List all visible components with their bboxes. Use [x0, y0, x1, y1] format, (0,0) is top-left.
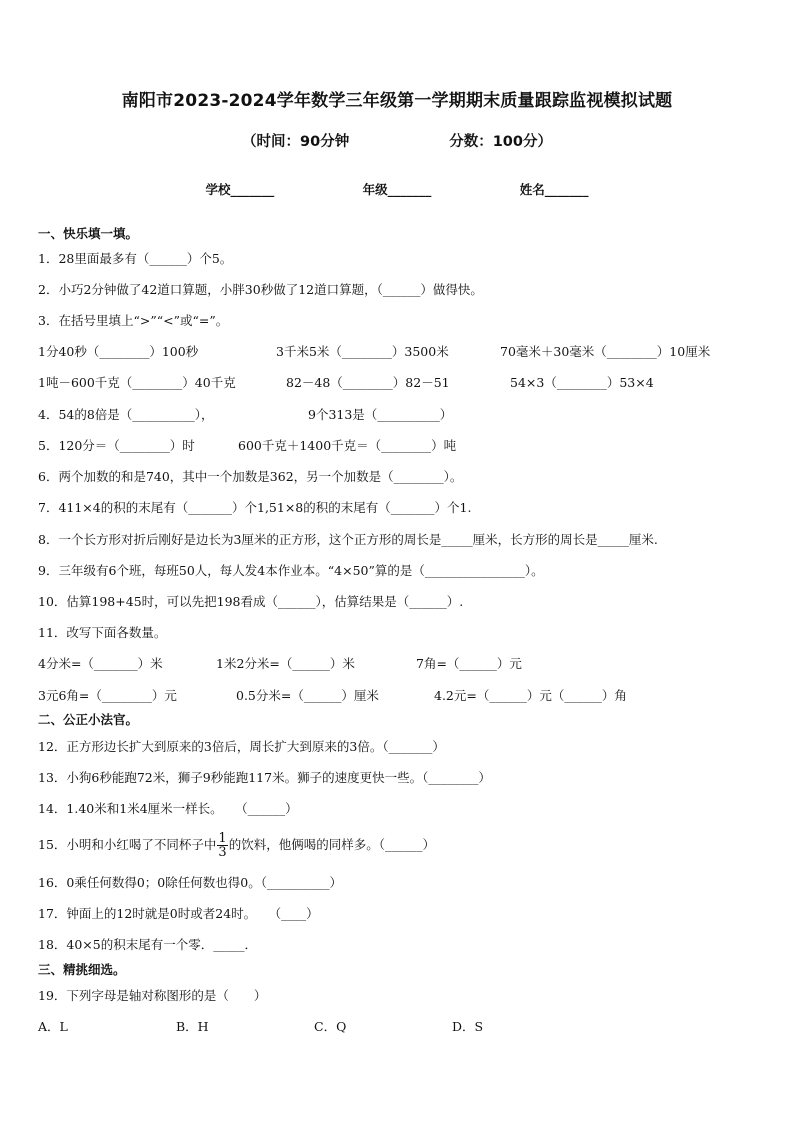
- question-19: 19．下列字母是轴对称图形的是（ ）: [38, 988, 267, 1003]
- option-d[interactable]: D．S: [452, 1019, 484, 1034]
- question-2: 2．小巧2分钟做了42道口算题，小胖30秒做了12道口算题，（______）做得快。: [38, 282, 483, 297]
- question-9: 9．三年级有6个班，每班50人，每人发4本作业本。“4×50”算的是（________________）。: [38, 563, 544, 578]
- name-field[interactable]: 姓名_______: [519, 182, 589, 197]
- q3-item-f: 54×3（________）53×4: [510, 375, 654, 390]
- fraction-denominator: 3: [218, 845, 227, 860]
- q11-item-f: 4.2元=（______）元（______）角: [434, 688, 627, 703]
- q5-part-a: 5．120分＝（________）时: [38, 438, 195, 453]
- question-13: 13．小狗6秒能跑72米，狮子9秒能跑117米。狮子的速度更快一些。（________）: [38, 770, 491, 785]
- q15-text-b: 的饮料，他俩喝的同样多。（______）: [228, 837, 435, 852]
- question-10: 10．估算198+45时，可以先把198看成（______），估算结果是（______）.: [38, 594, 464, 609]
- exam-subtitle: [0, 130, 794, 151]
- q3-item-c: 70毫米＋30毫米（________）10厘米: [500, 344, 711, 359]
- q11-item-e: 0.5分米=（______）厘米: [236, 688, 379, 703]
- total-score: 分数：100分）: [449, 134, 552, 150]
- option-a[interactable]: A．L: [38, 1019, 68, 1034]
- grade-field[interactable]: 年级_______: [362, 182, 432, 197]
- student-info: [0, 180, 794, 198]
- option-b[interactable]: B．H: [176, 1019, 209, 1034]
- section-title-3: 三、精挑细选。: [38, 962, 126, 977]
- q4-part-b: 9个313是（__________）: [308, 407, 453, 422]
- question-12: 12．正方形边长扩大到原来的3倍后，周长扩大到原来的3倍。（_______）: [38, 739, 445, 754]
- q11-item-b: 1米2分米=（______）米: [216, 656, 355, 671]
- q11-item-c: 7角=（______）元: [416, 656, 522, 671]
- q15-text-a: 15．小明和小红喝了不同杯子中: [38, 837, 217, 852]
- q11-item-a: 4分米=（_______）米: [38, 656, 163, 671]
- fraction-numerator: 1: [218, 831, 227, 846]
- question-15: [38, 831, 435, 859]
- q11-item-d: 3元6角=（________）元: [38, 688, 177, 703]
- question-7: 7．411×4的积的末尾有（_______）个1,51×8的积的末尾有（_______）个1.: [38, 500, 472, 515]
- q4-part-a: 4．54的8倍是（__________），: [38, 407, 214, 422]
- question-14: 14．1.40米和1米4厘米一样长。 （______）: [38, 801, 298, 816]
- question-6: 6．两个加数的和是740，其中一个加数是362，另一个加数是（________）。: [38, 469, 463, 484]
- question-16: 16．0乘任何数得0；0除任何数也得0。（__________）: [38, 875, 342, 890]
- question-11: 11．改写下面各数量。: [38, 625, 167, 640]
- q3-item-b: 3千米5米（________）3500米: [276, 344, 449, 359]
- q3-item-a: 1分40秒（________）100秒: [38, 344, 199, 359]
- q3-item-e: 82－48（________）82－51: [286, 375, 450, 390]
- time-limit: （时间：90分钟: [242, 134, 350, 150]
- q3-item-d: 1吨－600千克（________）40千克: [38, 375, 236, 390]
- exam-title: 南阳市2023-2024学年数学三年级第一学期期末质量跟踪监视模拟试题: [121, 91, 673, 111]
- question-3: 3．在括号里填上“>”“<”或“=”。: [38, 313, 229, 328]
- school-field[interactable]: 学校_______: [205, 182, 275, 197]
- fraction-one-third: [217, 832, 227, 859]
- question-17: 17．钟面上的12时就是0时或者24时。 （____）: [38, 906, 319, 921]
- section-title-1: 一、快乐填一填。: [38, 226, 139, 241]
- question-1: 1．28里面最多有（______）个5。: [38, 251, 233, 266]
- question-8: 8．一个长方形对折后刚好是边长为3厘米的正方形，这个正方形的周长是_____厘米，长方形的周长是_____厘米.: [38, 532, 658, 547]
- question-18: 18．40×5的积末尾有一个零．_____．: [38, 937, 257, 952]
- option-c[interactable]: C．Q: [314, 1019, 347, 1034]
- q5-part-b: 600千克＋1400千克＝（________）吨: [238, 438, 457, 453]
- section-title-2: 二、公正小法官。: [38, 712, 139, 727]
